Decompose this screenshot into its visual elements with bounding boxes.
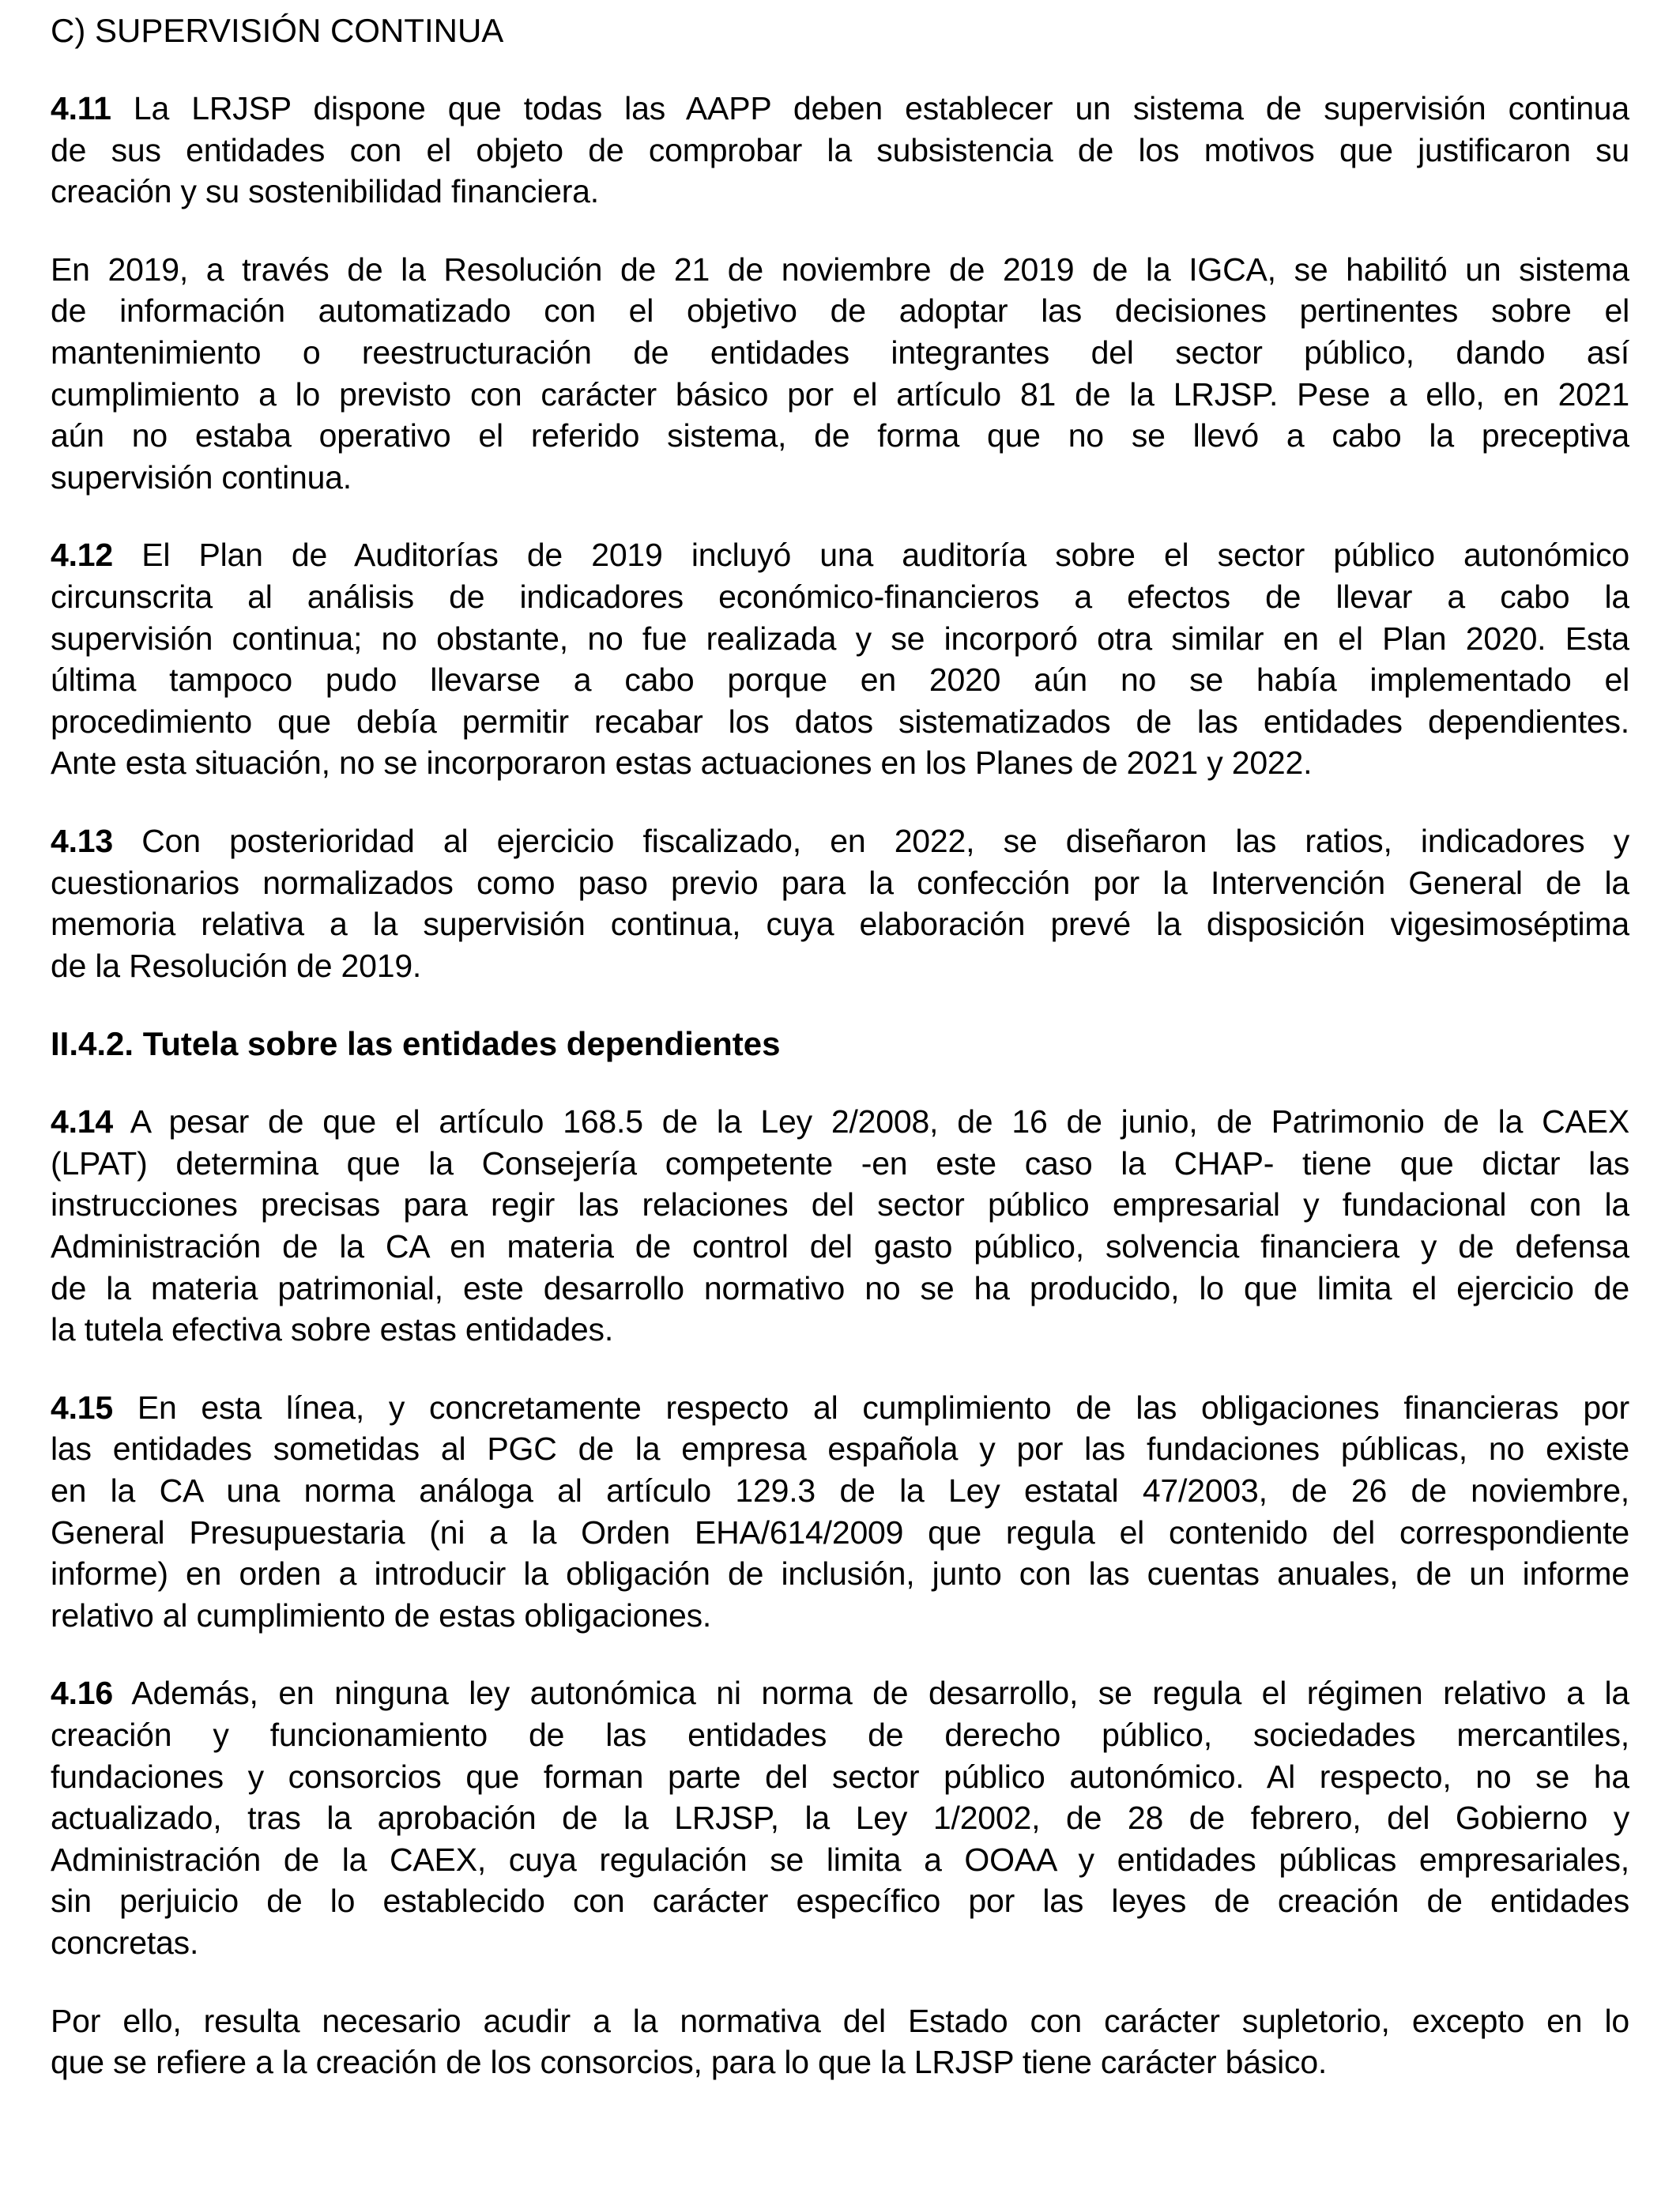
line-text: (LPAT) determina que la Consejería competente -en este caso la CHAP- tiene que dictar las [51, 1144, 1629, 1182]
section-title: C) SUPERVISIÓN CONTINUA [51, 12, 504, 49]
text-line [51, 88, 1629, 130]
line-text: Por ello, resulta necesario acudir a la normativa del Estado con carácter supletorio, excepto en lo [51, 2002, 1629, 2039]
line-text: procedimiento que debía permitir recabar los datos sistematizados de las entidades dependientes. [51, 703, 1629, 740]
paragraph-number: 4.13 [51, 822, 113, 859]
paragraph [51, 1672, 1629, 1963]
text-line [51, 1756, 1629, 1798]
text-line [51, 618, 1629, 660]
line-text: creación y su sostenibilidad financiera. [51, 173, 599, 210]
line-text: La LRJSP dispone que todas las AAPP deben establecer un sistema de supervisión continua [111, 90, 1629, 126]
text-line [51, 1714, 1629, 1756]
text-line [51, 1512, 1629, 1554]
paragraph [51, 1101, 1629, 1351]
text-line [51, 1101, 1629, 1143]
line-text: mantenimiento o reestructuración de entidades integrantes del sector público, dando así [51, 334, 1629, 371]
line-text: Ante esta situación, no se incorporaron estas actuaciones en los Planes de 2021 y 2022. [51, 745, 1313, 782]
text-line [51, 1428, 1629, 1470]
line-text: Además, en ninguna ley autonómica ni norma de desarrollo, se regula el régimen relativo a la [113, 1675, 1629, 1712]
line-text: de la Resolución de 2019. [51, 947, 422, 984]
paragraph-number: 4.11 [51, 90, 111, 126]
paragraph [51, 820, 1629, 986]
line-text: Administración de la CA en materia de control del gasto público, solvencia financiera y de defensa [51, 1228, 1629, 1265]
subsection-heading: II.4.2. Tutela sobre las entidades dependientes [51, 1025, 781, 1063]
paragraph-number: 4.14 [51, 1103, 113, 1140]
line-text: En esta línea, y concretamente respecto al cumplimiento de las obligaciones financieras por [113, 1389, 1629, 1426]
line-text: las entidades sometidas al PGC de la empresa española y por las fundaciones públicas, no existe [51, 1431, 1629, 1468]
line-text: instrucciones precisas para regir las relaciones del sector público empresarial y fundacional con la [51, 1186, 1629, 1223]
text-line [51, 1880, 1629, 1922]
text-line [51, 249, 1629, 291]
line-text: de la materia patrimonial, este desarrollo normativo no se ha producido, lo que limita el ejercicio de [51, 1269, 1629, 1306]
line-text: General Presupuestaria (ni a la Orden EHA/614/2009 que regula el contenido del correspondiente [51, 1514, 1629, 1551]
text-line [51, 701, 1629, 743]
text-line [51, 659, 1629, 701]
document-page [51, 9, 1629, 2120]
text-line [51, 1672, 1629, 1714]
text-line [51, 1268, 1629, 1310]
line-text: supervisión continua; no obstante, no fue realizada y se incorporó otra similar en el Plan 2020. Esta [51, 620, 1629, 657]
line-text: Administración de la CAEX, cuya regulación se limita a OOAA y entidades públicas empresariales, [51, 1841, 1629, 1878]
text-line [51, 1839, 1629, 1881]
line-text: El Plan de Auditorías de 2019 incluyó una auditoría sobre el sector público autonómico [113, 537, 1629, 574]
paragraph-number: 4.16 [51, 1675, 113, 1712]
line-text: que se refiere a la creación de los consorcios, para lo que la LRJSP tiene carácter básico. [51, 2044, 1328, 2081]
text-line [51, 457, 1629, 499]
line-text: circunscrita al análisis de indicadores económico-financieros a efectos de llevar a cabo la [51, 578, 1629, 615]
text-line [51, 534, 1629, 576]
line-text: creación y funcionamiento de las entidades de derecho público, sociedades mercantiles, [51, 1717, 1629, 1753]
line-text: última tampoco pudo llevarse a cabo porque en 2020 aún no se había implementado el [51, 662, 1629, 699]
text-line [51, 820, 1629, 862]
line-text: cumplimiento a lo previsto con carácter básico por el artículo 81 de la LRJSP. Pese a ello, en 2021 [51, 375, 1629, 413]
line-text: sin perjuicio de lo establecido con carácter específico por las leyes de creación de entidades [51, 1883, 1629, 1920]
paragraph [51, 2000, 1629, 2083]
paragraph [51, 534, 1629, 784]
text-line [51, 862, 1629, 904]
line-text: aún no estaba operativo el referido sistema, de forma que no se llevó a cabo la preceptiva [51, 417, 1629, 454]
text-line [51, 1922, 1629, 1964]
line-text: cuestionarios normalizados como paso previo para la confección por la Intervención General de la [51, 864, 1629, 901]
text-line [51, 171, 1629, 213]
line-text: de sus entidades con el objeto de comprobar la subsistencia de los motivos que justificaron su [51, 131, 1629, 168]
text-line [51, 1553, 1629, 1595]
text-line [51, 415, 1629, 457]
text-line [51, 332, 1629, 374]
text-line [51, 742, 1629, 784]
line-text: Con posterioridad al ejercicio fiscalizado, en 2022, se diseñaron las ratios, indicadores y [113, 822, 1629, 859]
text-line [51, 130, 1629, 172]
line-text: En 2019, a través de la Resolución de 21 de noviembre de 2019 de la IGCA, se habilitó un sistema [51, 251, 1629, 288]
text-line [51, 1470, 1629, 1512]
paragraph [51, 1387, 1629, 1637]
line-text: concretas. [51, 1924, 199, 1961]
paragraph-number: 4.15 [51, 1389, 113, 1426]
text-line [51, 945, 1629, 987]
text-line [51, 1226, 1629, 1268]
text-line [51, 1309, 1629, 1351]
line-text: A pesar de que el artículo 168.5 de la Ley 2/2008, de 16 de junio, de Patrimonio de la CAEX [113, 1103, 1629, 1140]
line-text: supervisión continua. [51, 458, 352, 496]
text-line [51, 1143, 1629, 1185]
text-line [51, 1184, 1629, 1226]
text-line [51, 374, 1629, 416]
paragraph [51, 88, 1629, 213]
text-line [51, 2000, 1629, 2042]
text-line [51, 290, 1629, 332]
line-text: fundaciones y consorcios que forman parte del sector público autonómico. Al respecto, no se ha [51, 1758, 1629, 1795]
line-text: relativo al cumplimiento de estas obligaciones. [51, 1596, 712, 1634]
text-line [51, 1387, 1629, 1429]
text-line [51, 576, 1629, 618]
text-line [51, 2041, 1629, 2083]
line-text: informe) en orden a introducir la obligación de inclusión, junto con las cuentas anuales, de un informe [51, 1555, 1629, 1593]
paragraph-number: 4.12 [51, 537, 113, 574]
text-line [51, 1797, 1629, 1839]
text-line [51, 1595, 1629, 1637]
line-text: de información automatizado con el objetivo de adoptar las decisiones pertinentes sobre el [51, 292, 1629, 330]
line-text: la tutela efectiva sobre estas entidades. [51, 1311, 614, 1348]
line-text: memoria relativa a la supervisión continua, cuya elaboración prevé la disposición vigesimoséptima [51, 906, 1629, 943]
text-line [51, 903, 1629, 945]
line-text: en la CA una norma análoga al artículo 129.3 de la Ley estatal 47/2003, de 26 de noviembre, [51, 1472, 1629, 1510]
paragraph [51, 249, 1629, 499]
line-text: actualizado, tras la aprobación de la LRJSP, la Ley 1/2002, de 28 de febrero, del Gobierno y [51, 1800, 1629, 1837]
paragraph-group-tutela [51, 1101, 1629, 2083]
paragraph-group-supervision [51, 88, 1629, 986]
